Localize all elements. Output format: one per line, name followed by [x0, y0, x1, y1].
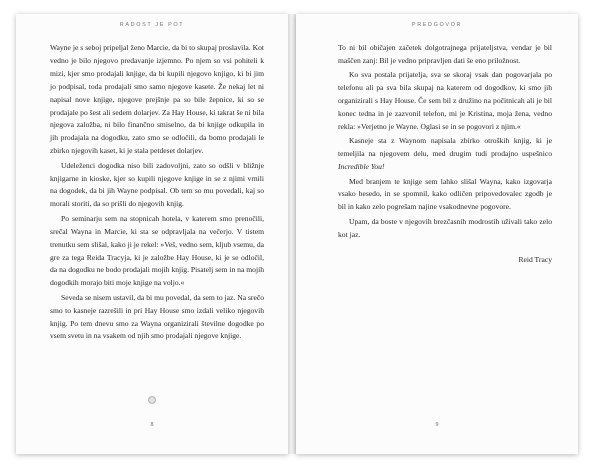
- page-number: 9: [435, 422, 439, 428]
- running-head: PREDGOVOR: [411, 22, 463, 28]
- left-page: [16, 14, 288, 454]
- paragraph: Med branjem te knjige sem lahko slišal Wayna, kako izgovarja vsako besedo, in se spomnil, kako odličen pripovedovalec zgodb je bil in kako zelo pogrešam najine vsakodnevne pogovore.: [338, 176, 552, 212]
- paragraph: Po seminarju sem na stopnicah hotela, v katerem smo prenočili, srečal Wayna in Marcie, ki sta se odpravljala na večerjo. V tistem trenutku sem slišal, kako ji je rekel: »Veš, vedno sem, kljub vsemu, da gre za tega Reida Tracyja, ki je založbe Hay House, ki je se odločil, da na dogodku ne bodo prodajali mojih knjig. Pisatelj sem in na mojih dogodkih morajo biti moje knjige na voljo.«: [50, 213, 264, 288]
- running-head: RADOST JE POT: [119, 22, 185, 28]
- right-page: [296, 14, 578, 454]
- paragraph: Upam, da boste v njegovih brezčasnih modrostih uživali tako zelo kot jaz.: [338, 216, 552, 239]
- paragraph: Kasneje sta z Waynom napisala zbirko otroških knjig, ki je temeljila na njegovem delu, med drugim tudi prodajno uspešnico Incredible You!: [338, 136, 552, 172]
- book-title: Incredible You!: [338, 162, 385, 172]
- page-number: 8: [150, 422, 154, 428]
- paragraph: To ni bil običajen začetek dolgotrajnega prijateljstva, vendar je bil maščen zanj: Bil je vedno pripravljen dati še eno priložnost.: [338, 43, 552, 65]
- ornament-icon: [148, 396, 156, 404]
- book-gutter: [288, 14, 296, 454]
- signature: Reid Tracy: [518, 254, 552, 264]
- paragraph: Wayne je s seboj pripeljal ženo Marcie, da bi to skupaj proslavila. Kot vedno je bilo njegovo predavanje izjemno. Po njem so vsi pohiteli k mizi, kjer smo prodajali knjige, da bi kupili njegovo knjigo, ki bi jim jo podpisal, toda prodajali smo samo njegove kasete. Že nekaj let ni napisal nove knjige, njegove prejšnje pa so bile žepnice, ki so se prodajale po šest ali sedem dolarjev. Za Hay House, ki takrat še ni bila njegova založba, ni bilo finančno smiselno, da bi knjige odkupila in jih prodajala na dogodku, zato smo se odločili, da bomo prodajali le zbirko njegovih kaset, ki je stala petdeset dolarjev.: [50, 43, 264, 156]
- paragraph: Seveda se nisem ustavil, da bi mu povedal, da sem to jaz. Na srečo smo to kasneje razrešili in pri Hay House smo izdali veliko njegovih knjig. Po tem dnevu smo za Wayna organizirali številne dogodke po vsem svetu in na vsakem od njih smo prodajali njegove knjige.: [50, 292, 264, 341]
- paragraph: Udeleženci dogodka niso bili zadovoljni, zato so odšli v bližnje knjigarne in kioske, kjer so kupili njegove knjige in se z njimi vrnili na dogodek, da bi jih Wayne podpisal. Ob tem so mu povedali, kaj so morali storiti, da so prišli do njegovih knjig.: [50, 160, 264, 209]
- page-body: [50, 42, 264, 345]
- paragraph: Ko sva postala prijatelja, sva se skoraj vsak dan pogovarjala po telefonu ali pa sva bila skupaj na katerem od dogodkov, ki smo jih organizirali s Hay House. Če sem bil z družino na počitnicah ali je bil konec tedna in je zazvonil telefon, mi je Kristina, moja žena, vedno rekla: »Verjetno je Wayne. Oglasi se in se pogovori z njim.«: [338, 70, 552, 131]
- page-body: [338, 42, 552, 267]
